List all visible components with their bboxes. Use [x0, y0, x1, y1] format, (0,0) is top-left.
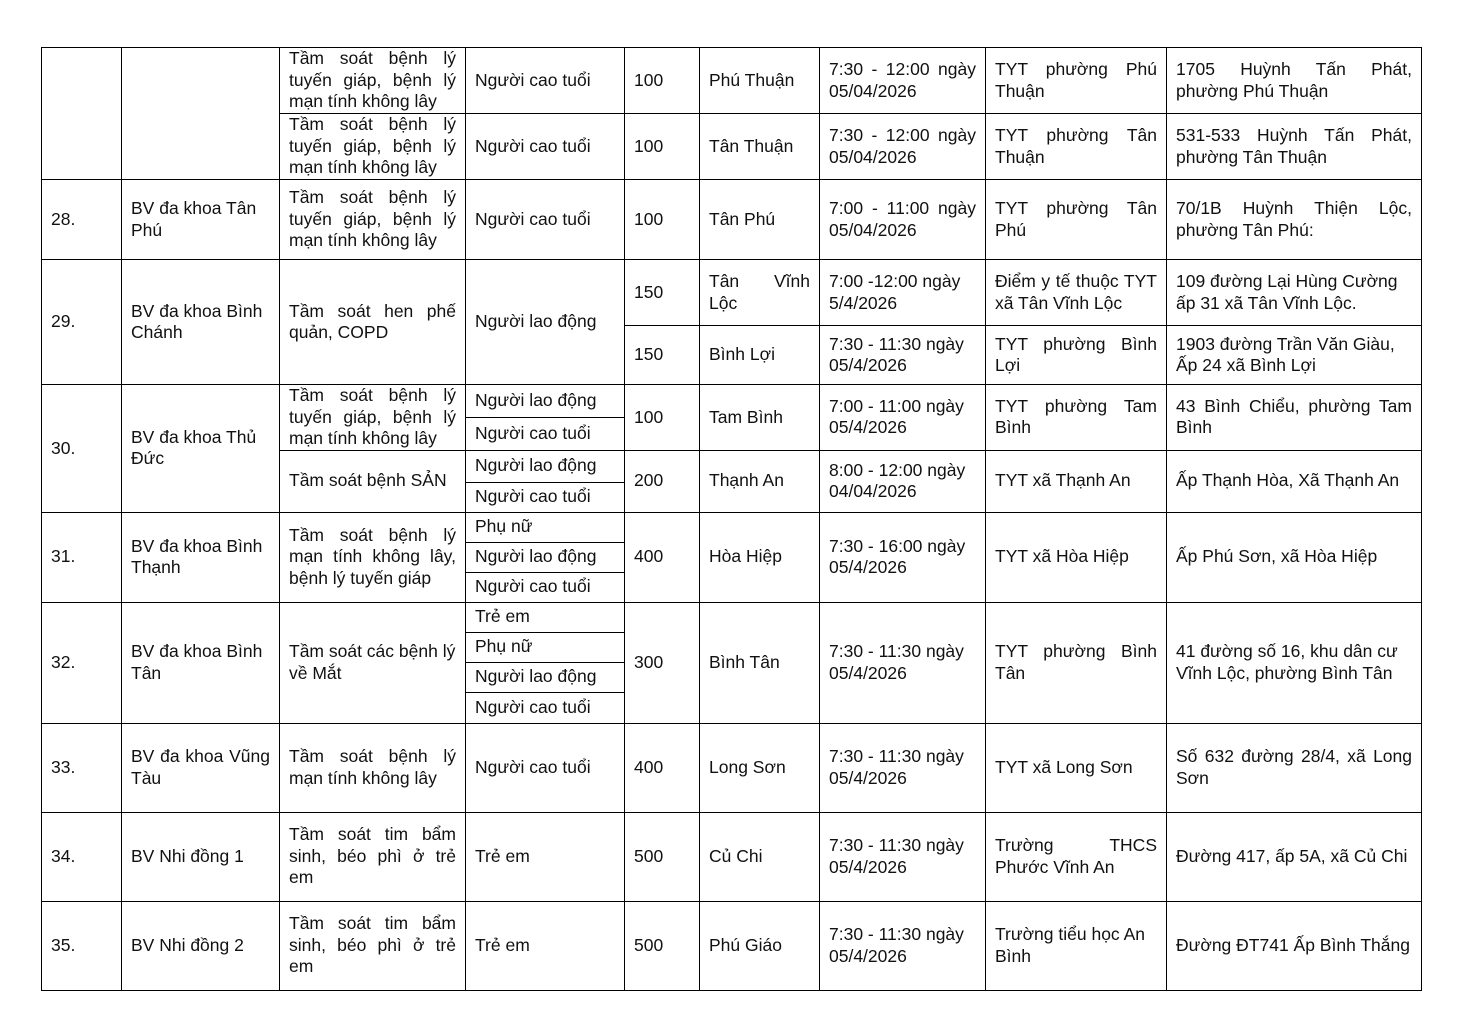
- address: Ấp Phú Sơn, xã Hòa Hiệp: [1167, 512, 1422, 602]
- program-cell: Tầm soát bệnh lý mạn tính không lây, bệnh lý tuyến giáp: [280, 512, 466, 602]
- row-number: 35.: [42, 901, 122, 990]
- program-cell: Tầm soát bệnh lý tuyến giáp, bệnh lý mạn tính không lây: [280, 114, 466, 180]
- quantity: 100: [625, 114, 700, 180]
- hospital-name: [122, 48, 280, 180]
- target-group: Người lao động: [466, 385, 625, 418]
- address: 1705 Huỳnh Tấn Phát, phường Phú Thuận: [1167, 48, 1422, 114]
- quantity: 500: [625, 901, 700, 990]
- time: 7:30 - 11:30 ngày 05/4/2026: [820, 602, 986, 723]
- address: 43 Bình Chiểu, phường Tam Bình: [1167, 385, 1422, 451]
- hospital-name: BV đa khoa Bình Thạnh: [122, 512, 280, 602]
- address: 70/1B Huỳnh Thiện Lộc, phường Tân Phú:: [1167, 180, 1422, 260]
- area: Phú Giáo: [700, 901, 820, 990]
- venue: TYT phường Bình Lợi: [986, 326, 1167, 385]
- venue: TYT phường Tam Bình: [986, 385, 1167, 451]
- venue: Trường THCS Phước Vĩnh An: [986, 812, 1167, 901]
- address: Đường 417, ấp 5A, xã Củ Chi: [1167, 812, 1422, 901]
- target-group: Người cao tuổi: [466, 180, 625, 260]
- program-cell: Tầm soát bệnh lý tuyến giáp, bệnh lý mạn tính không lây: [280, 48, 466, 114]
- time: 8:00 - 12:00 ngày 04/04/2026: [820, 450, 986, 512]
- table-row: [42, 723, 1422, 812]
- venue: Trường tiểu học An Bình: [986, 901, 1167, 990]
- area: Tam Bình: [700, 385, 820, 451]
- quantity: 100: [625, 48, 700, 114]
- program-cell: Tầm soát các bệnh lý về Mắt: [280, 602, 466, 723]
- hospital-name: BV đa khoa Bình Tân: [122, 602, 280, 723]
- hospital-name: BV đa khoa Bình Chánh: [122, 260, 280, 385]
- hospital-name: BV đa khoa Vũng Tàu: [122, 723, 280, 812]
- table-row: [42, 901, 1422, 990]
- time: 7:00 - 11:00 ngày 05/04/2026: [820, 180, 986, 260]
- target-group: Người lao động: [466, 662, 625, 692]
- area: Phú Thuận: [700, 48, 820, 114]
- area: Long Sơn: [700, 723, 820, 812]
- area: Bình Tân: [700, 602, 820, 723]
- program-cell: Tầm soát bệnh lý tuyến giáp, bệnh lý mạn tính không lây: [280, 180, 466, 260]
- row-number: 28.: [42, 180, 122, 260]
- address: 531-533 Huỳnh Tấn Phát, phường Tân Thuận: [1167, 114, 1422, 180]
- quantity: 150: [625, 326, 700, 385]
- row-number: 34.: [42, 812, 122, 901]
- venue: TYT xã Thạnh An: [986, 450, 1167, 512]
- table-row: [42, 512, 1422, 542]
- program-cell: Tầm soát tim bẩm sinh, béo phì ở trẻ em: [280, 812, 466, 901]
- address: Đường ĐT741 Ấp Bình Thắng: [1167, 901, 1422, 990]
- target-group: Trẻ em: [466, 602, 625, 632]
- table-row: [42, 812, 1422, 901]
- time: 7:30 - 16:00 ngày 05/4/2026: [820, 512, 986, 602]
- area: Tân Phú: [700, 180, 820, 260]
- screening-schedule-table: [41, 47, 1422, 991]
- target-group: Người cao tuổi: [466, 418, 625, 450]
- quantity: 100: [625, 180, 700, 260]
- target-group: Người cao tuổi: [466, 114, 625, 180]
- address: Ấp Thạnh Hòa, Xã Thạnh An: [1167, 450, 1422, 512]
- row-number: 30.: [42, 385, 122, 513]
- venue: TYT phường Tân Thuận: [986, 114, 1167, 180]
- program-cell: Tầm soát bệnh lý tuyến giáp, bệnh lý mạn tính không lây: [280, 385, 466, 451]
- target-group: Phụ nữ: [466, 632, 625, 662]
- table-row: [42, 180, 1422, 260]
- row-number: 29.: [42, 260, 122, 385]
- venue: Điểm y tế thuộc TYT xã Tân Vĩnh Lộc: [986, 260, 1167, 326]
- area: Thạnh An: [700, 450, 820, 512]
- target-group: Người lao động: [466, 542, 625, 572]
- quantity: 500: [625, 812, 700, 901]
- area: Hòa Hiệp: [700, 512, 820, 602]
- address: 109 đường Lại Hùng Cường ấp 31 xã Tân Vĩnh Lộc.: [1167, 260, 1422, 326]
- quantity: 200: [625, 450, 700, 512]
- target-group: Người cao tuổi: [466, 48, 625, 114]
- table-row: [42, 385, 1422, 418]
- program-cell: Tầm soát hen phế quản, COPD: [280, 260, 466, 385]
- target-group: Người cao tuổi: [466, 482, 625, 512]
- hospital-name: BV Nhi đồng 2: [122, 901, 280, 990]
- program-cell: Tầm soát bệnh SẢN: [280, 450, 466, 512]
- time: 7:30 - 12:00 ngày 05/04/2026: [820, 48, 986, 114]
- target-group: Người cao tuổi: [466, 572, 625, 602]
- hospital-name: BV đa khoa Thủ Đức: [122, 385, 280, 513]
- venue: TYT xã Hòa Hiệp: [986, 512, 1167, 602]
- hospital-name: BV Nhi đồng 1: [122, 812, 280, 901]
- address: 41 đường số 16, khu dân cư Vĩnh Lộc, phường Bình Tân: [1167, 602, 1422, 723]
- target-group: Trẻ em: [466, 812, 625, 901]
- address: Số 632 đường 28/4, xã Long Sơn: [1167, 723, 1422, 812]
- target-group: Người lao động: [466, 260, 625, 385]
- time: 7:30 - 11:30 ngày 05/4/2026: [820, 812, 986, 901]
- time: 7:30 - 11:30 ngày 05/4/2026: [820, 326, 986, 385]
- area: Bình Lợi: [700, 326, 820, 385]
- row-number: 33.: [42, 723, 122, 812]
- time: 7:30 - 11:30 ngày 05/4/2026: [820, 901, 986, 990]
- program-cell: Tầm soát bệnh lý mạn tính không lây: [280, 723, 466, 812]
- venue: TYT phường Phú Thuận: [986, 48, 1167, 114]
- venue: TYT xã Long Sơn: [986, 723, 1167, 812]
- table-row: [42, 48, 1422, 114]
- address: 1903 đường Trần Văn Giàu, Ấp 24 xã Bình Lợi: [1167, 326, 1422, 385]
- quantity: 150: [625, 260, 700, 326]
- area: Củ Chi: [700, 812, 820, 901]
- area: Tân Vĩnh Lộc: [700, 260, 820, 326]
- area: Tân Thuận: [700, 114, 820, 180]
- venue: TYT phường Tân Phú: [986, 180, 1167, 260]
- target-group: Người cao tuổi: [466, 692, 625, 723]
- quantity: 400: [625, 723, 700, 812]
- row-number: [42, 48, 122, 180]
- row-number: 32.: [42, 602, 122, 723]
- target-group: Người lao động: [466, 450, 625, 482]
- target-group: Trẻ em: [466, 901, 625, 990]
- time: 7:30 - 11:30 ngày 05/4/2026: [820, 723, 986, 812]
- target-group: Phụ nữ: [466, 512, 625, 542]
- row-number: 31.: [42, 512, 122, 602]
- venue: TYT phường Bình Tân: [986, 602, 1167, 723]
- quantity: 100: [625, 385, 700, 451]
- target-group: Người cao tuổi: [466, 723, 625, 812]
- hospital-name: BV đa khoa Tân Phú: [122, 180, 280, 260]
- program-cell: Tầm soát tim bẩm sinh, béo phì ở trẻ em: [280, 901, 466, 990]
- time: 7:30 - 12:00 ngày 05/04/2026: [820, 114, 986, 180]
- time: 7:00 -12:00 ngày 5/4/2026: [820, 260, 986, 326]
- time: 7:00 - 11:00 ngày 05/4/2026: [820, 385, 986, 451]
- quantity: 300: [625, 602, 700, 723]
- quantity: 400: [625, 512, 700, 602]
- table-row: [42, 602, 1422, 632]
- table-row: [42, 260, 1422, 326]
